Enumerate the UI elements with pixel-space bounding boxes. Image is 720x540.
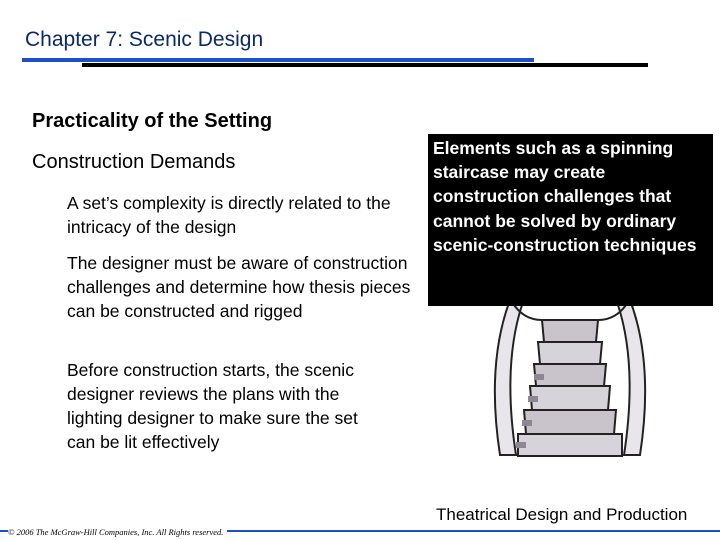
callout-box: Elements such as a spinning staircase may create construction challenges that cannot be solved by ordinary scenic-construction techniques xyxy=(428,134,713,306)
bullet-complexity: A set’s complexity is directly related to the intricacy of the design xyxy=(67,193,391,237)
footer-book-title: Theatrical Design and Production xyxy=(436,505,688,524)
copyright-notice: © 2006 The McGraw-Hill Companies, Inc. All Rights reserved. xyxy=(8,527,227,537)
chapter-title: Chapter 7: Scenic Design xyxy=(25,28,264,51)
title-rule-black xyxy=(82,63,648,67)
spiral-staircase-icon xyxy=(490,280,650,460)
slide-heading: Practicality of the Setting xyxy=(32,110,273,132)
title-rule-blue xyxy=(22,58,534,62)
bullet-construction-challenges: The designer must be aware of construction challenges and determine how thesis pieces can be constructed and rigged xyxy=(67,253,411,321)
bullet-lighting-review: Before construction starts, the scenic designer reviews the plans with the lighting designer to make sure the set can be lit effectively xyxy=(67,360,358,452)
slide-subheading: Construction Demands xyxy=(32,151,236,173)
